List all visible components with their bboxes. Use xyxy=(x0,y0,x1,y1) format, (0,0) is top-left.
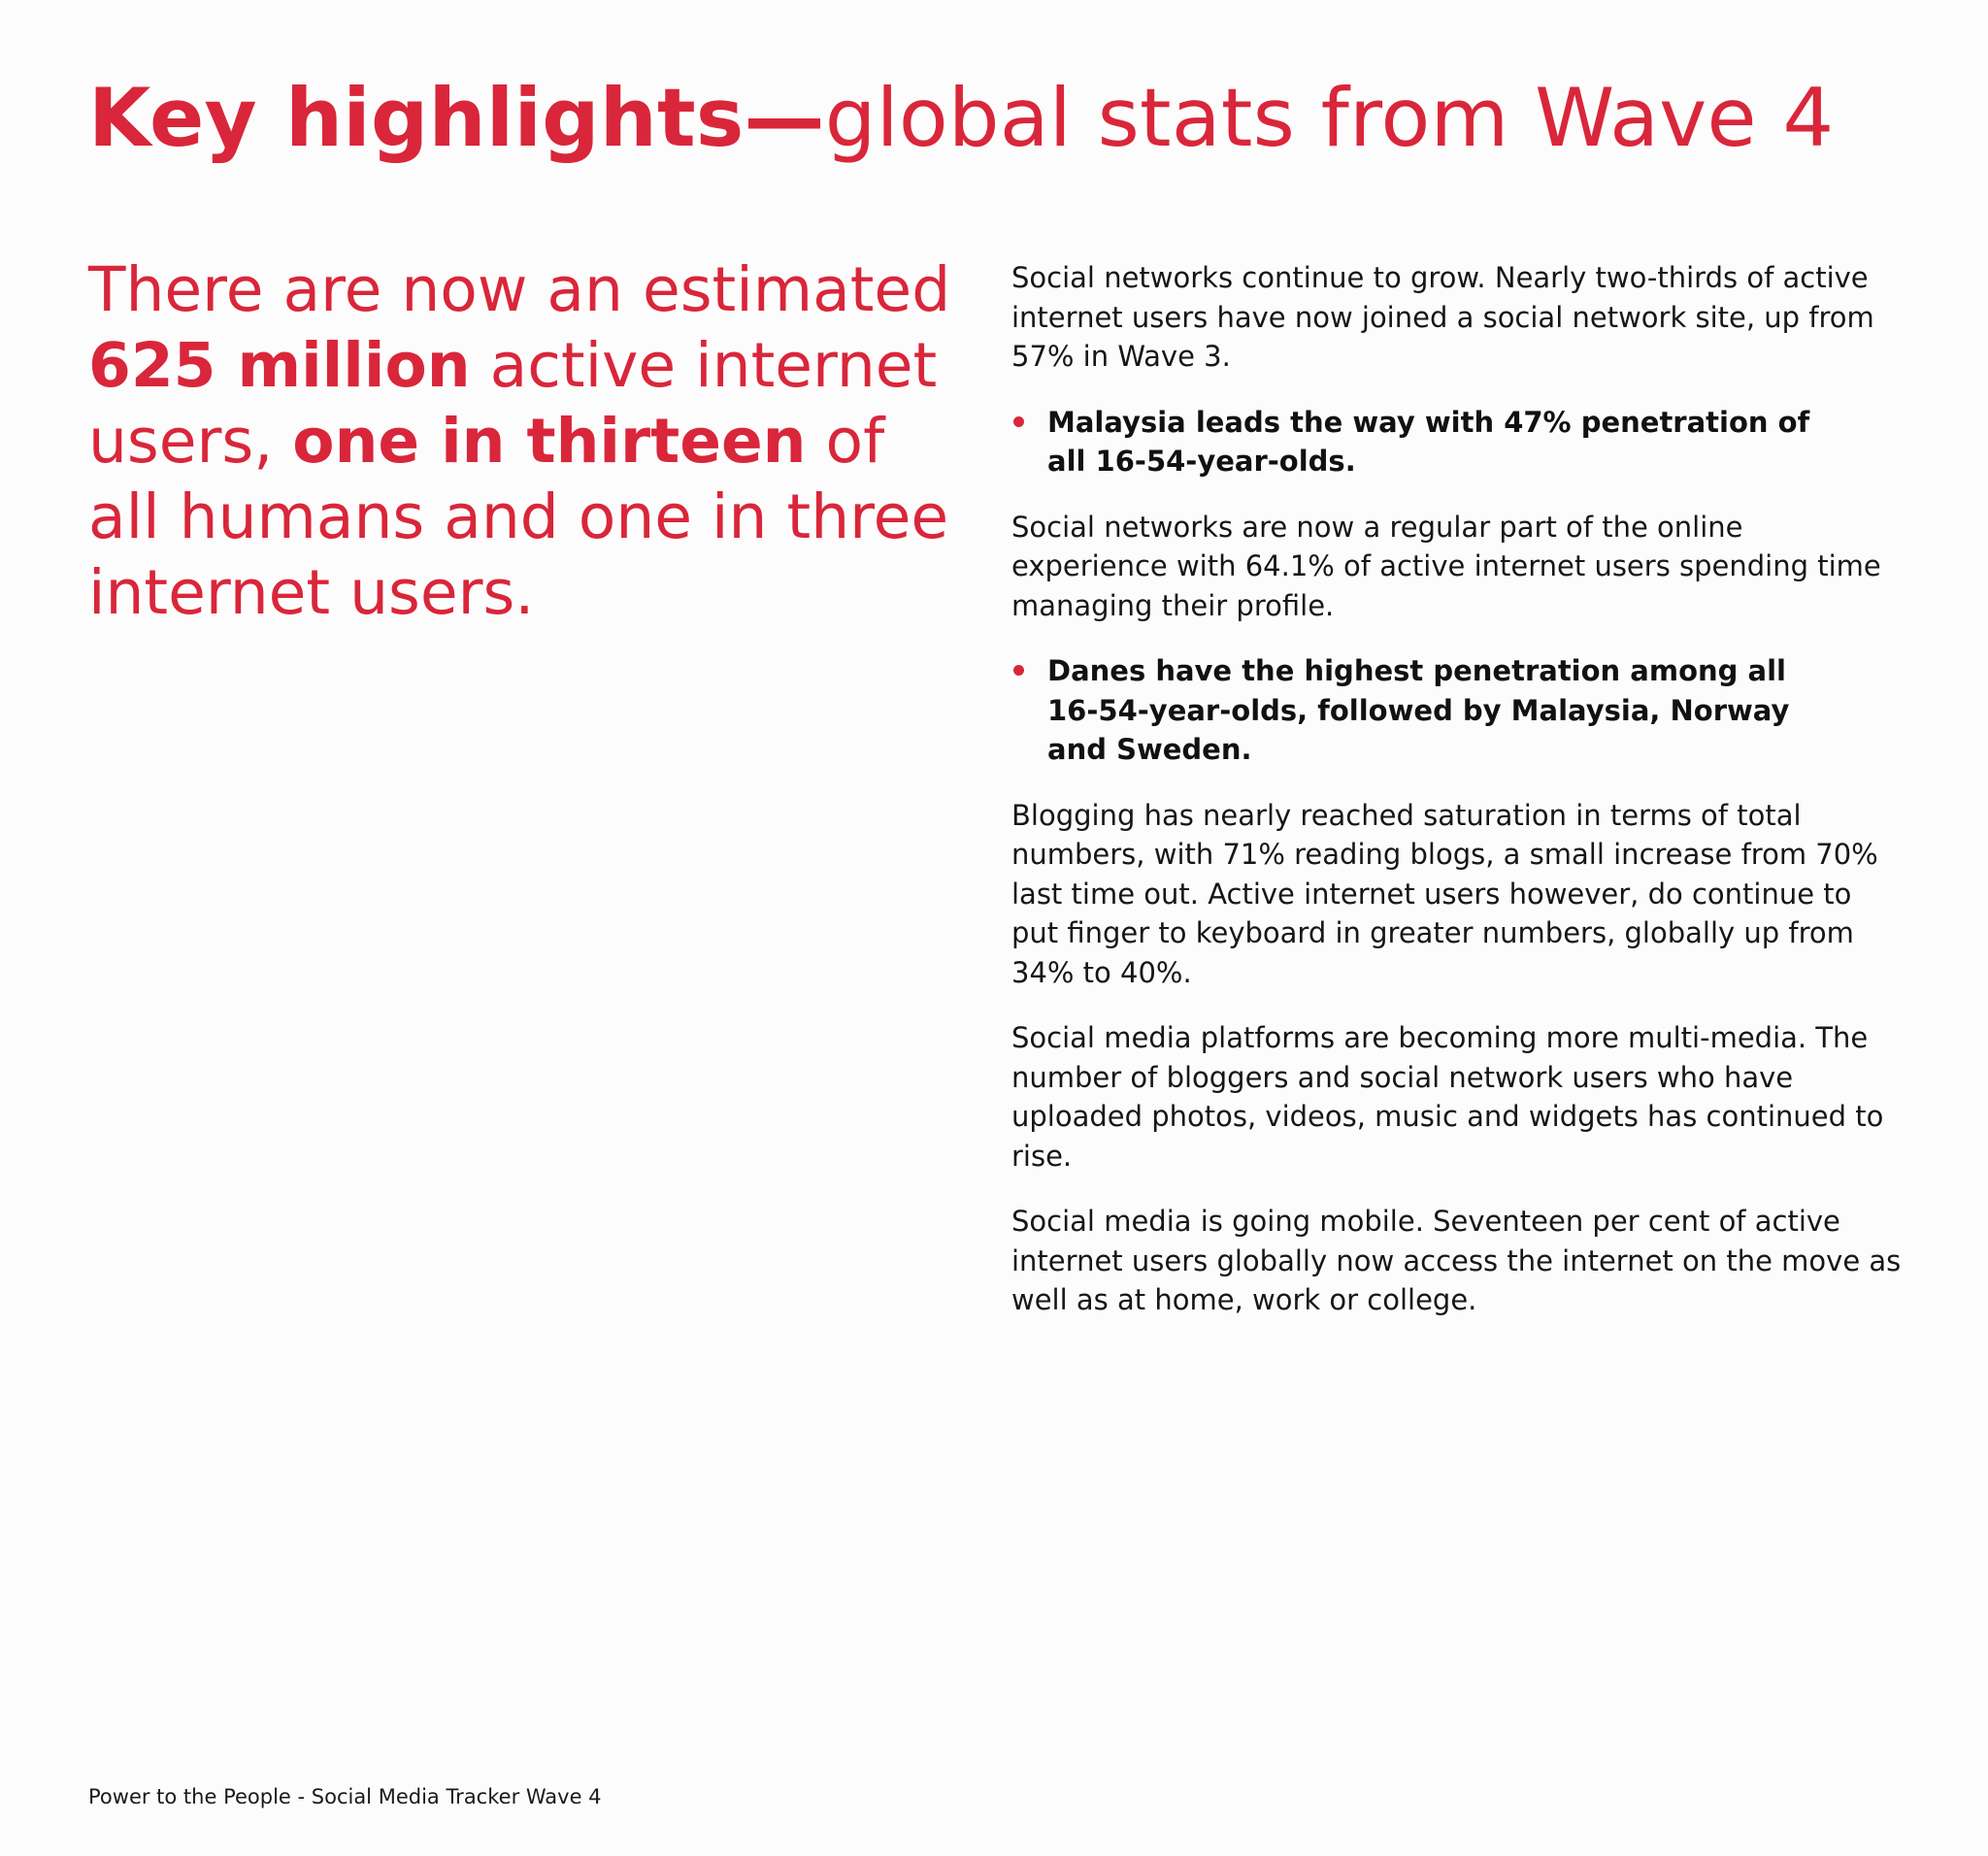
page-footer: Power to the People - Social Media Tracker Wave 4 xyxy=(88,1785,602,1808)
lead-text-3: of all humans and one in three internet users. xyxy=(88,406,949,628)
bullet-text-malaysia: Malaysia leads the way with 47% penetration of all 16-54-year-olds. xyxy=(1047,405,1810,478)
bullet-item-danes xyxy=(1011,651,1905,770)
lead-highlight-users: 625 million xyxy=(88,330,471,401)
body-paragraph-social-networks: Social networks continue to grow. Nearly two-thirds of active internet users have now joined a social network site, up from 57% in Wave 3. xyxy=(1011,261,1874,373)
body-paragraph-blogging: Blogging has nearly reached saturation in terms of total numbers, with 71% reading blogs, a small increase from 70% last time out. Active internet users however, do continue to put finger to keyboard in greater numbers, globally up from 34% to 40%. xyxy=(1011,798,1878,989)
body-paragraph-mobile: Social media is going mobile. Seventeen per cent of active internet users globally now access the internet on the move as well as at home, work or college. xyxy=(1011,1205,1902,1316)
body-column xyxy=(1011,258,1905,1346)
page-title-bold: Key highlights— xyxy=(88,71,825,165)
body-paragraph-profiles: Social networks are now a regular part of the online experience with 64.1% of active internet users spending time managing their profile. xyxy=(1011,510,1881,622)
page-title xyxy=(88,68,1834,169)
bullet-dot-icon xyxy=(1013,416,1024,427)
lead-highlight-ratio: one in thirteen xyxy=(292,406,807,477)
bullet-dot-icon xyxy=(1013,665,1024,676)
bullet-text-danes: Danes have the highest penetration among all 16-54-year-olds, followed by Malaysia, Norway and Sweden. xyxy=(1047,654,1790,766)
bullet-item-malaysia xyxy=(1011,403,1905,481)
lead-text-2: active internet users, xyxy=(88,330,938,477)
page-title-regular: global stats from Wave 4 xyxy=(824,71,1835,165)
lead-statement xyxy=(88,252,962,631)
body-paragraph-multimedia: Social media platforms are becoming more multi-media. The number of bloggers and social network users who have uploaded photos, videos, music and widgets has continued to rise. xyxy=(1011,1021,1884,1173)
lead-text-1: There are now an estimated xyxy=(88,254,951,325)
